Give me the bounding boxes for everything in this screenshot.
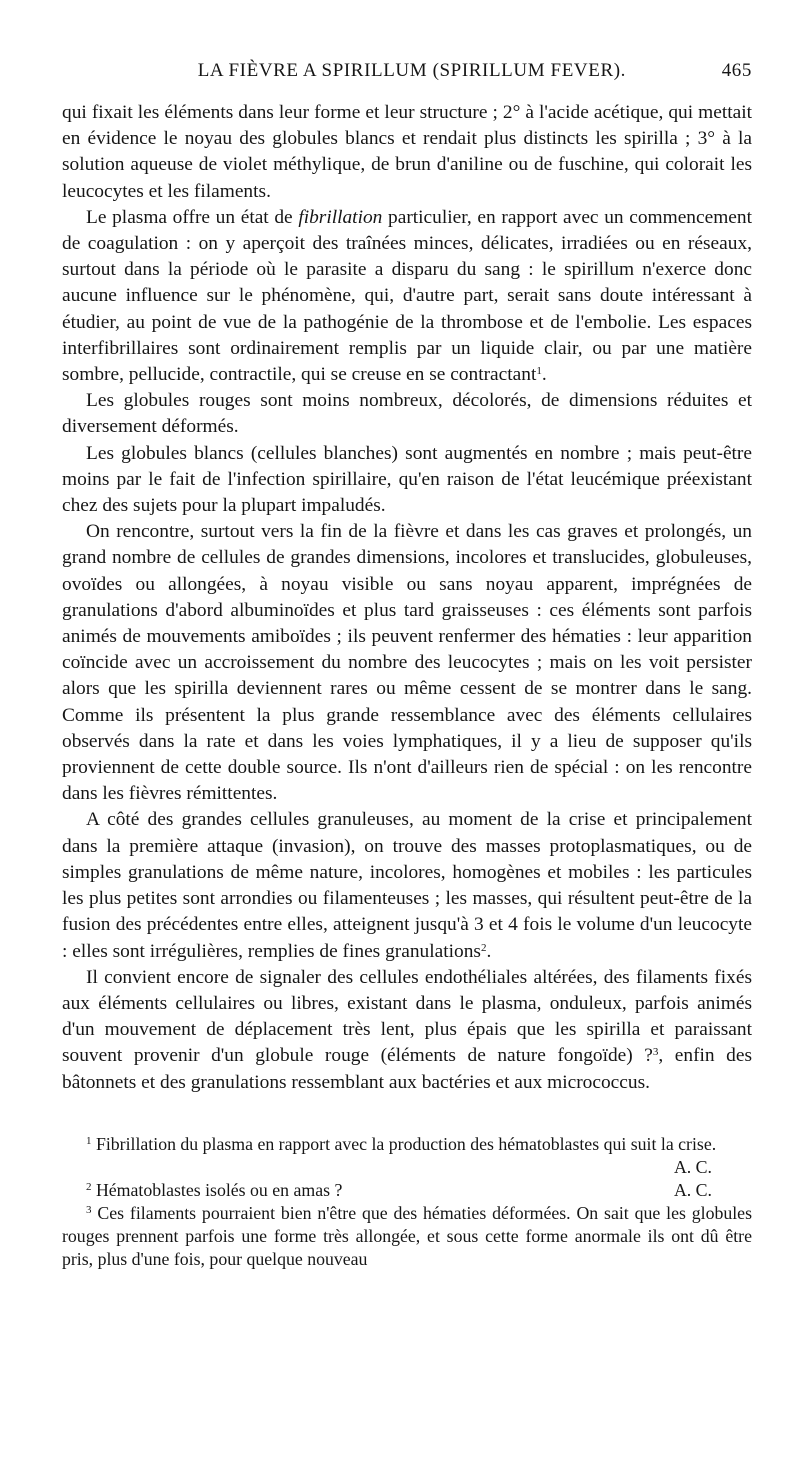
paragraph-2-text: particulier, en rapport avec un commencement de coagulation : on y aperçoit des traînées minces, délicates, irradiées ou en réseaux, surtout dans la période où le parasite a disparu du sang : le spirillum n'exerce donc aucune influence sur le phénomène, qui, d'autre part, serait sans doute intéressant à étudier, au point de vue de la pathogénie de la thrombose et de l'embolie. Les espaces interfibrillaires sont ordinairement remplis par un liquide clair, ou par une matière sombre, pellucide, contractile, qui se creuse en se contractant — [62, 206, 752, 386]
body-text — [62, 100, 752, 1096]
footnote-2-mark: 2 — [86, 1180, 92, 1193]
footnote-3-mark: 3 — [86, 1203, 92, 1216]
paragraph-2 — [62, 205, 752, 388]
paragraph-3 — [62, 388, 752, 440]
paragraph-5-text: On rencontre, surtout vers la fin de la fièvre et dans les cas graves et prolongés, un grand nombre de cellules de grandes dimensions, incolores et translucides, globuleuses, ovoïdes ou allongées, à noyau visible ou sans noyau apparent, imprégnées de granulations d'abord albuminoïdes et plus tard graisseuses : ces éléments sont parfois animés de mouvements amiboïdes ; ils peuvent renfermer des hématies : leur apparition coïncide avec un accroissement du nombre des leucocytes ; mais on les voit persister alors que les spirilla deviennent rares ou même cessent de se montrer dans le sang. Comme ils présentent la plus grande ressemblance avec des éléments cellulaires observés dans la rate et dans les voies lymphatiques, il y a lieu de supposer qu'ils proviennent de cette double source. Ils n'ont d'ailleurs rien de spécial : on les rencontre dans les fièvres rémittentes. — [62, 521, 752, 805]
paragraph-7-text-start: Il convient encore de signaler des cellules endothéliales altérées, des filaments fixés aux éléments cellulaires ou libres, existant dans le plasma, onduleux, parfois animés d'un mouvement de déplacement très lent, plus épais que les spirilla et paraissant souvent provenir d'un globule rouge (éléments de nature fongoïde) ? — [62, 966, 752, 1067]
paragraph-5 — [62, 519, 752, 807]
footnote-1-signature-line — [62, 1156, 752, 1179]
footnote-1 — [62, 1133, 752, 1156]
paragraph-3-text: Les globules rouges sont moins nombreux, décolorés, de dimensions réduites et diversement déformés. — [62, 390, 752, 438]
paragraph-2-text-end: . — [541, 364, 547, 386]
paragraph-4-text: Les globules blancs (cellules blanches) sont augmentés en nombre ; mais peut-être moins par le fait de l'infection spirillaire, qu'en raison de l'état leucémique préexistant chez des sujets pour la plupart impaludés. — [62, 442, 752, 517]
paragraph-7-text-end: , enfin des bâtonnets et des granulations ressemblant aux bactéries et aux micrococcus. — [62, 1045, 752, 1093]
footnote-1-signature: A. C. — [673, 1156, 712, 1177]
footnotes — [62, 1133, 752, 1271]
paragraph-4 — [62, 441, 752, 520]
paragraph-6-text: A côté des grandes cellules granuleuses, au moment de la crise et principalement dans la première attaque (invasion), on trouve des masses protoplasmatiques, ou de simples granulations de même nature, incolores, homogènes et mobiles : les particules les plus petites sont arrondies ou filamenteuses ; les masses, qui résultent peut-être de la fusion des précédentes entre elles, atteignent jusqu'à 3 et 4 fois le volume d'un leucocyte : elles sont irrégulières, remplies de fines granulations — [62, 809, 752, 962]
paragraph-7 — [62, 965, 752, 1096]
paragraph-6-text-end: . — [486, 940, 492, 962]
running-title: LA FIÈVRE A SPIRILLUM (SPIRILLUM FEVER). — [197, 60, 626, 81]
page-number: 465 — [721, 60, 752, 81]
footnote-ref-1: 1 — [536, 365, 542, 378]
book-page — [62, 60, 752, 1271]
paragraph-1-text: qui fixait les éléments dans leur forme et leur structure ; 2° à l'acide acétique, qui mettait en évidence le noyau des globules blancs et rendait plus distincts les spirilla ; 3° à la solution aqueuse de violet méthylique, de brun d'aniline ou de fuschine, qui colorait les leucocytes et les filaments. — [62, 102, 752, 202]
footnote-2-text: Hématoblastes isolés ou en amas ? — [95, 1179, 343, 1200]
footnote-1-mark: 1 — [86, 1134, 92, 1147]
footnote-2-signature: A. C. — [673, 1179, 712, 1200]
footnote-1-text: Fibrillation du plasma en rapport avec la production des hématoblastes qui suit la crise. — [95, 1133, 717, 1154]
footnote-ref-3: 3 — [652, 1046, 659, 1059]
footnote-3 — [62, 1202, 752, 1271]
footnote-ref-2: 2 — [480, 941, 487, 954]
footnote-2 — [62, 1179, 752, 1202]
paragraph-6 — [62, 807, 752, 964]
footnote-3-text: Ces filaments pourraient bien n'être que des hématies déformées. On sait que les globules rouges prennent parfois une forme très allongée, et sous cette forme anormale ils ont dû être pris, plus d'une fois, pour quelque nouveau — [62, 1202, 752, 1269]
paragraph-2-text-start: Le plasma offre un état de — [86, 206, 299, 228]
paragraph-1 — [62, 100, 752, 205]
running-header — [62, 60, 752, 82]
paragraph-2-italic-term: fibrillation — [298, 206, 383, 228]
